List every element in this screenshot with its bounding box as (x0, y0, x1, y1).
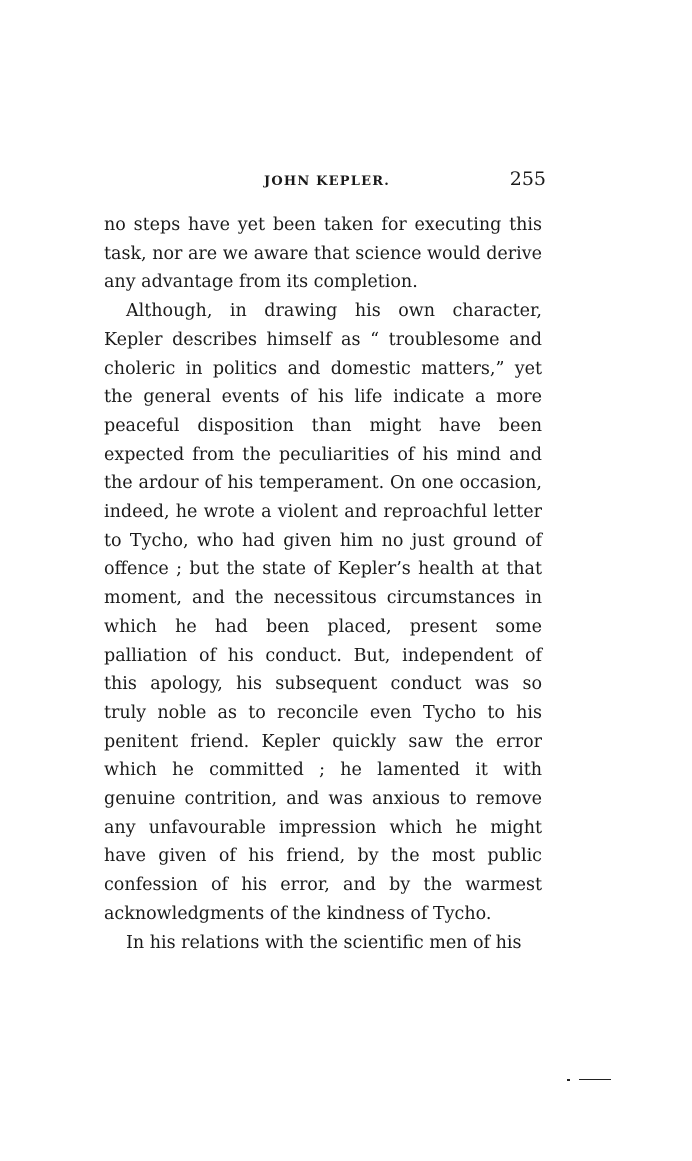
paragraph-kepler-character: Although, in drawing his own character, Kepler describes himself as “ troublesome and choleric in politics and domestic matters,” yet the general events of his life indicate a more peaceful disposition than might have been expected from the peculiarities of his mind and the ardour of his temperament. On one occasion, indeed, he wrote a violent and reproachful letter to Tycho, who had given him no just ground of offence ; but the state of Kepler’s health at that moment, and the necessitous circumstances in which he had been placed, present some palliation of his conduct. But, independent of this apology, his subsequent conduct was so truly noble as to reconcile even Tycho to his penitent friend. Kepler quickly saw the error which he committed ; he lamented it with genuine contrition, and was anxious to remove any unfavourable impression which he might have given of his friend, by the most public confession of his error, and by the warmest acknowledgments of the kindness of Tycho. (104, 301, 542, 924)
body-text (104, 211, 542, 957)
page-edge-mark (567, 1079, 611, 1081)
paragraph-continuation: no steps have yet been taken for executing this task, nor are we aware that science would derive any advantage from its completion. (104, 215, 542, 293)
paragraph-scientific-relations: In his relations with the scientific men of his (126, 932, 522, 953)
page-number: 255 (509, 168, 546, 190)
mark-dash (579, 1079, 611, 1080)
running-head (104, 168, 546, 194)
mark-dot (567, 1079, 570, 1081)
running-title: JOHN KEPLER. (264, 174, 390, 189)
